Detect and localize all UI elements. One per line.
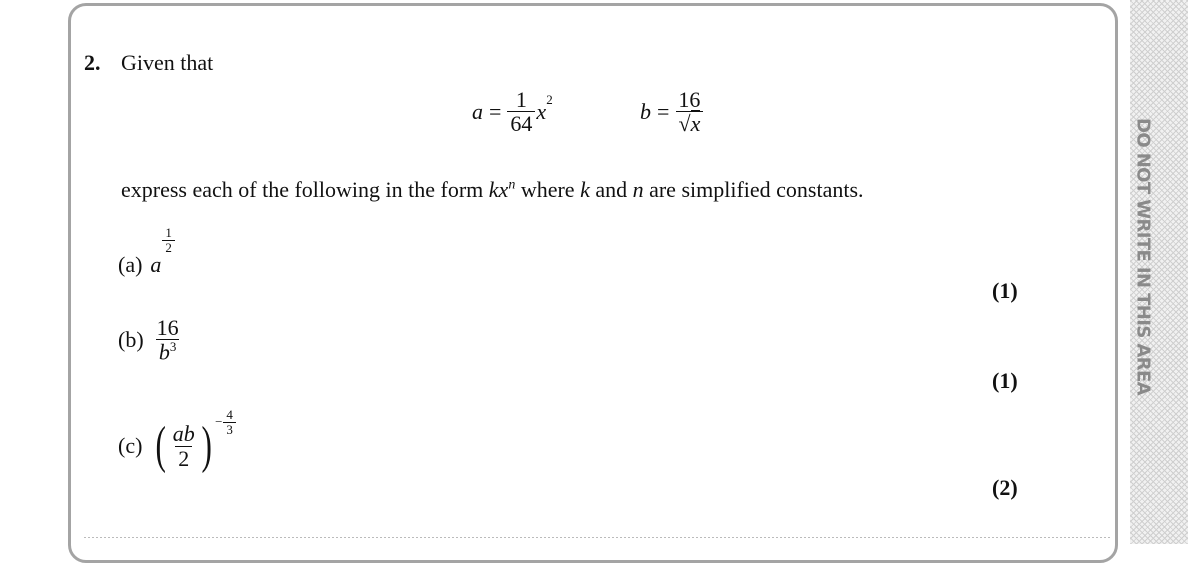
def-b-symbol: b — [640, 98, 651, 124]
instruction-pre: express each of the following in the form — [121, 177, 489, 202]
part-b-fraction — [154, 316, 182, 364]
part-c-numerator: ab — [172, 421, 195, 447]
instruction-post: are simplified constants. — [643, 177, 864, 202]
definition-b — [640, 88, 703, 135]
part-c-exp-den: 3 — [223, 422, 236, 437]
part-c-open-paren: ( — [155, 417, 167, 474]
part-c-exp-sign: − — [215, 414, 223, 430]
part-b — [118, 316, 182, 364]
part-a-marks: (1) — [992, 278, 1018, 303]
part-b-numerator: 16 — [156, 315, 179, 340]
def-a-variable: x — [536, 98, 547, 124]
part-a-exp-den: 2 — [162, 240, 175, 255]
answer-line — [84, 537, 1110, 538]
question-intro: Given that — [121, 50, 214, 75]
radical-sign: √ — [678, 111, 691, 137]
part-c-label: (c) — [118, 433, 143, 458]
part-a-exp-num: 1 — [165, 225, 172, 240]
part-c-close-paren: ) — [201, 417, 212, 474]
part-a-label: (a) — [118, 252, 143, 277]
part-b-denominator — [156, 339, 180, 363]
part-a — [118, 226, 175, 278]
def-b-numerator: 16 — [678, 87, 701, 112]
instruction-mid1: where — [515, 177, 581, 202]
part-b-label: (b) — [118, 326, 144, 352]
form-k: k — [488, 177, 499, 202]
def-b-equals: = — [657, 98, 670, 124]
part-c-denominator: 2 — [175, 446, 192, 470]
part-c — [118, 406, 236, 486]
def-b-denominator — [676, 111, 704, 135]
def-a-denominator: 64 — [507, 111, 535, 135]
def-a-exponent: 2 — [546, 91, 553, 107]
def-b-radicand: x — [690, 111, 701, 137]
def-b-fraction — [675, 88, 703, 135]
part-c-exp-num: 4 — [226, 407, 233, 422]
part-c-marks: (2) — [992, 475, 1018, 500]
def-a-numerator: 1 — [515, 87, 527, 112]
definition-a — [472, 88, 553, 135]
instruction-k: k — [580, 177, 590, 202]
def-a-fraction — [507, 88, 535, 135]
def-a-equals: = — [489, 98, 502, 124]
question-number: 2. — [84, 50, 101, 75]
part-b-den-base: b — [158, 339, 170, 365]
part-c-exp-fraction — [223, 408, 236, 436]
def-a-symbol: a — [472, 98, 483, 124]
part-a-exponent — [162, 226, 175, 254]
form-n: n — [508, 177, 516, 193]
instruction-mid2: and — [589, 177, 633, 202]
part-a-base: a — [150, 252, 162, 277]
part-c-exponent — [215, 408, 236, 436]
instruction-text — [121, 177, 864, 203]
part-b-marks: (1) — [992, 368, 1018, 393]
part-c-fraction — [170, 422, 198, 469]
instruction-n: n — [632, 177, 644, 202]
form-x: x — [498, 177, 509, 202]
part-b-den-exp: 3 — [169, 339, 177, 355]
margin-warning: DO NOT WRITE IN THIS AREA — [1132, 118, 1154, 395]
